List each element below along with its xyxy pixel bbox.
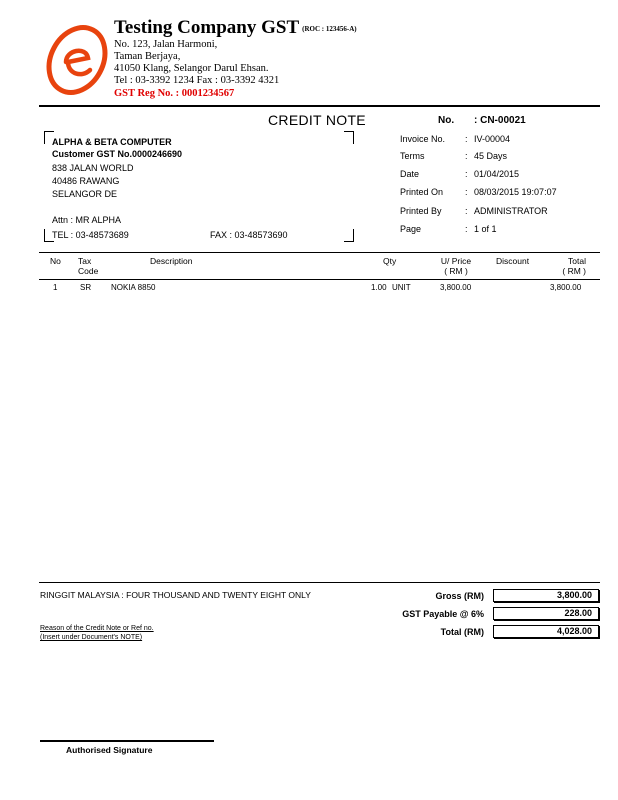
meta-value-terms: 45 Days [474, 151, 508, 161]
meta-label-printed-on: Printed On [400, 187, 444, 197]
table-header-rule [39, 279, 600, 280]
col-header-description: Description [150, 256, 193, 266]
meta-value-page: 1 of 1 [474, 224, 497, 234]
company-address-line: Taman Berjaya, [114, 51, 181, 62]
customer-box-corner [344, 229, 354, 242]
meta-colon: : [465, 151, 468, 161]
meta-colon: : [465, 187, 468, 197]
meta-value-printed-by: ADMINISTRATOR [474, 206, 548, 216]
meta-value-invoice-no: IV-00004 [474, 134, 511, 144]
amount-in-words: RINGGIT MALAYSIA : FOUR THOUSAND AND TWENTY EIGHT ONLY [40, 590, 311, 600]
company-name: Testing Company GST (ROC : 123456-A) [114, 17, 357, 38]
signature-label: Authorised Signature [66, 745, 153, 755]
col-header-tax-code: Tax Code [78, 256, 99, 276]
customer-name: ALPHA & BETA COMPUTER [52, 137, 172, 147]
row-unit: UNIT [392, 283, 411, 292]
meta-colon: : [465, 169, 468, 179]
company-address-line: No. 123, Jalan Harmoni, [114, 39, 218, 50]
company-phone-fax: Tel : 03-3392 1234 Fax : 03-3392 4321 [114, 75, 280, 86]
customer-fax: FAX : 03-48573690 [210, 230, 288, 240]
customer-address-line: SELANGOR DE [52, 189, 118, 199]
customer-gst-no: Customer GST No.0000246690 [52, 149, 183, 159]
row-tax-code: SR [80, 283, 92, 292]
header-divider [39, 105, 600, 107]
company-logo-icon [44, 16, 114, 98]
gst-payable-label: GST Payable @ 6% [402, 609, 484, 619]
gross-value: 3,800.00 [493, 589, 599, 602]
customer-address-line: 838 JALAN WORLD [52, 163, 134, 173]
reason-note-line: (Insert under Document's NOTE) [40, 634, 143, 641]
row-qty: 1.00 [371, 283, 387, 292]
row-total: 3,800.00 [550, 283, 582, 292]
document-title: CREDIT NOTE [268, 112, 366, 128]
company-roc: (ROC : 123456-A) [302, 24, 357, 33]
meta-label-page: Page [400, 224, 422, 234]
row-description: NOKIA 8850 [111, 283, 156, 292]
meta-colon: : [465, 224, 468, 234]
col-header-unit-price: U/ Price ( RM ) [440, 256, 472, 276]
summary-top-rule [39, 582, 600, 583]
document-no-value: : CN-00021 [474, 115, 526, 126]
col-header-total: Total ( RM ) [562, 256, 586, 276]
company-gst-reg: GST Reg No. : 0001234567 [114, 88, 235, 99]
table-top-rule [39, 252, 600, 253]
col-header-discount: Discount [496, 256, 530, 266]
meta-label-invoice-no: Invoice No. [400, 134, 446, 144]
meta-colon: : [465, 134, 468, 144]
customer-attn: Attn : MR ALPHA [52, 215, 122, 225]
gross-label: Gross (RM) [435, 591, 484, 601]
meta-value-printed-on: 08/03/2015 19:07:07 [474, 187, 557, 197]
customer-tel: TEL : 03-48573689 [52, 230, 129, 240]
gst-payable-value: 228.00 [493, 607, 599, 620]
col-header-no: No [50, 256, 61, 266]
total-label: Total (RM) [440, 627, 484, 637]
document-no-label: No. [438, 115, 455, 126]
meta-label-date: Date [400, 169, 420, 179]
meta-label-terms: Terms [400, 151, 425, 161]
meta-colon: : [465, 206, 468, 216]
reason-note-line: Reason of the Credit Note or Ref no. [40, 625, 154, 632]
row-no: 1 [53, 283, 58, 292]
customer-box-corner [344, 131, 354, 144]
total-value: 4,028.00 [493, 625, 599, 638]
company-address-line: 41050 Klang, Selangor Darul Ehsan. [114, 63, 269, 74]
signature-line [40, 740, 214, 742]
row-unit-price: 3,800.00 [440, 283, 472, 292]
customer-address-line: 40486 RAWANG [52, 176, 120, 186]
meta-value-date: 01/04/2015 [474, 169, 520, 179]
col-header-qty: Qty [383, 256, 397, 266]
meta-label-printed-by: Printed By [400, 206, 442, 216]
